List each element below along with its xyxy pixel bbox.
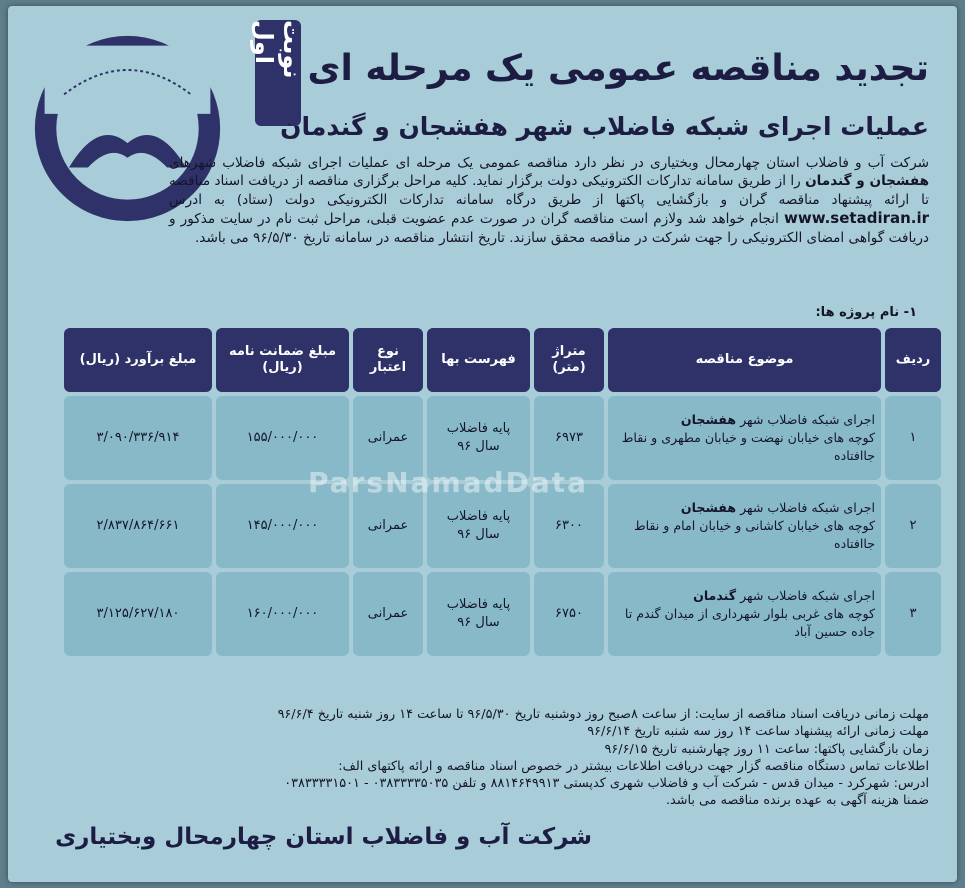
cell-guarantee: ۱۴۵/۰۰۰/۰۰۰ (216, 484, 349, 568)
cell-guarantee: ۱۵۵/۰۰۰/۰۰۰ (216, 396, 349, 480)
cell-length: ۶۹۷۳ (534, 396, 604, 480)
subject-city: هفشجان (680, 500, 737, 515)
project-list-label: ۱- نام پروژه ها: (815, 305, 917, 320)
cell-price-list: پایه فاضلاب سال ۹۶ (427, 484, 530, 568)
footer-line: مهلت زمانی دریافت اسناد مناقصه از سایت: از ساعت ۸صبح روز دوشنبه تاریخ ۹۶/۵/۳۰ تا ساعت ۱۴ روز شنبه تاریخ ۹۶/۶/۴ (277, 707, 929, 722)
intro-line: شبکه فاضلاب شهرهای (169, 155, 302, 171)
cell-price-list: پایه فاضلاب سال ۹۶ (427, 396, 530, 480)
header-guarantee: مبلغ ضمانت نامه (ریال) (216, 328, 349, 392)
cell-row-number: ۱ (885, 396, 941, 480)
cell-estimate: ۳/۱۲۵/۶۲۷/۱۸۰ (64, 572, 212, 656)
page-title: تجدید مناقصه عمومی یک مرحله ای (307, 48, 929, 89)
intro-highlight: هفشجان و گندمان (805, 173, 930, 190)
publication-badge: نوبت اول (255, 20, 301, 126)
intro-line: کلیه مراحل برگزاری مناقصه از دریافت اسناد مناقصه تا ارائه پیشنهاد مناقصه گران و بازگشایی پاکتها از طریق (169, 173, 930, 208)
subject-city: هفشجان (680, 412, 737, 427)
cell-guarantee: ۱۶۰/۰۰۰/۰۰۰ (216, 572, 349, 656)
header-estimate: مبلغ برآورد (ریال) (64, 328, 212, 392)
cell-credit-type: عمرانی (353, 572, 423, 656)
cell-subject (608, 396, 881, 480)
cell-estimate: ۲/۸۳۷/۸۶۴/۶۶۱ (64, 484, 212, 568)
subject-desc: کوچه های خیابان نهضت و خیابان مطهری و نقاط جاافتاده (621, 430, 875, 463)
header-length: متراژ (متر) (534, 328, 604, 392)
advertisement-sheet (8, 6, 957, 882)
cell-credit-type: عمرانی (353, 484, 423, 568)
subject-title: اجرای شبکه فاضلاب شهر (740, 500, 875, 515)
header-credit-type: نوع اعتبار (353, 328, 423, 392)
header-price-list: فهرست بها (427, 328, 530, 392)
footer-line: زمان بازگشایی پاکتها: ساعت ۱۱ روز چهارشنبه تاریخ ۹۶/۶/۱۵ (604, 741, 929, 757)
company-name: شرکت آب و فاضلاب استان چهارمحال وبختیاری (55, 824, 592, 850)
footer-details (29, 706, 929, 810)
cell-estimate: ۳/۰۹۰/۳۳۶/۹۱۴ (64, 396, 212, 480)
intro-line: درگاه سامانه تدارکات الکترونیکی دولت (ستاد) به ادرس (169, 191, 537, 208)
cell-row-number: ۳ (885, 572, 941, 656)
footer-line: مهلت زمانی ارائه پیشنهاد ساعت ۱۴ روز سه شنبه تاریخ ۹۶/۶/۱۴ (587, 724, 929, 740)
footer-line: اطلاعات تماس دستگاه مناقصه گزار جهت دریافت اطلاعات بیشتر در خصوص اسناد مناقصه و ارائه پاکتهای الف: (338, 758, 929, 774)
subject-desc: کوچه های غربی بلوار شهرداری از میدان گندم تا جاده حسین آباد (624, 606, 875, 639)
cell-price-list: پایه فاضلاب سال ۹۶ (427, 572, 530, 656)
intro-line: انجام خواهد شد ولازم (653, 211, 779, 228)
footer-line: ضمنا هزینه آگهی به عهده برنده مناقصه می باشد. (665, 793, 929, 809)
cell-row-number: ۲ (885, 484, 941, 568)
page-subtitle: عملیات اجرای شبکه فاضلاب شهر هفشجان و گندمان (280, 112, 929, 141)
cell-subject (608, 572, 881, 656)
cell-subject (608, 484, 881, 568)
subject-title: اجرای شبکه فاضلاب شهر (740, 412, 875, 427)
footer-line: ادرس: شهرکرد - میدان قدس - شرکت آب و فاضلاب شهری کدپستی ۸۸۱۴۶۴۹۹۱۳ و تلفن ۰۳۸۳۳۳۳۵۰۳۵ - ۰۳۸۳۳۳۳۱۵۰۱ (284, 776, 929, 792)
intro-paragraph (169, 154, 929, 247)
subject-desc: کوچه های خیابان کاشانی و خیابان امام و نقاط جاافتاده (633, 518, 875, 551)
table-row (64, 572, 941, 656)
cell-length: ۶۳۰۰ (534, 484, 604, 568)
cell-length: ۶۷۵۰ (534, 572, 604, 656)
watermark: ParsNamadData (308, 466, 588, 499)
intro-line: است مناقصه گران در صورت عدم عضویت قبلی، مراحل ثبت نام در سایت مذکور و دریافت گواهی امضای الکترونیکی را جهت شرکت (169, 211, 929, 246)
intro-line: شرکت آب و فاضلاب استان چهارمحال وبختیاری در نظر دارد مناقصه عمومی یک مرحله ای عملیات اجرای (307, 155, 929, 171)
subject-title: اجرای شبکه فاضلاب شهر (740, 588, 875, 603)
header-row-number: ردیف (885, 328, 941, 392)
header-subject: موضوع مناقصه (608, 328, 881, 392)
subject-city: گندمان (693, 588, 737, 603)
intro-line: در مناقصه محقق سازند. تاریخ انتشار مناقصه در سامانه تاریخ ۹۶/۵/۳۰ می باشد. (194, 229, 648, 246)
table-header-row (64, 328, 941, 392)
website-link[interactable]: www.setadiran.ir (784, 209, 930, 228)
intro-line: را از طریق سامانه تدارکات الکترونیکی دولت برگزار نماید. (472, 173, 801, 190)
cell-credit-type: عمرانی (353, 396, 423, 480)
